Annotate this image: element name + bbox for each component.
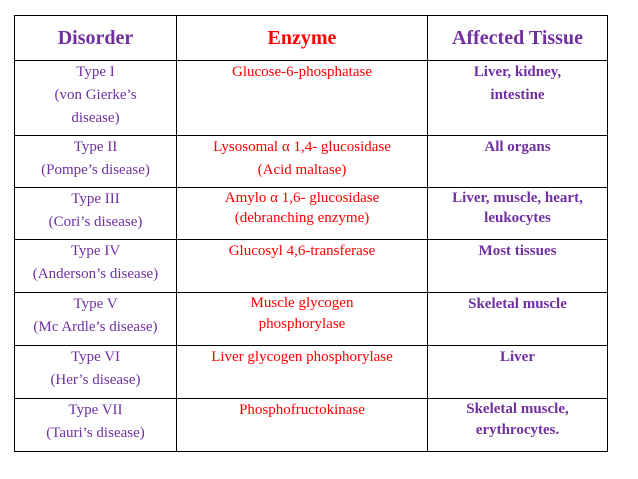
disorder-line: (von Gierke’s	[54, 87, 137, 103]
enzyme-line: Glucose-6-phosphatase	[232, 64, 372, 80]
tissue-line: Liver	[500, 349, 535, 365]
tissue-cell	[428, 293, 608, 346]
tissue-line: Skeletal muscle,	[466, 401, 569, 417]
header-affected-tissue: Affected Tissue	[428, 16, 608, 61]
disorder-line: Type II	[73, 139, 118, 155]
disorder-line: disease)	[71, 110, 120, 126]
tissue-cell	[428, 399, 608, 452]
disorder-line: Type I	[76, 64, 115, 80]
tissue-line: Liver, kidney,	[473, 64, 562, 80]
enzyme-cell	[177, 188, 428, 240]
enzyme-cell	[177, 240, 428, 293]
enzyme-line: phosphorylase	[258, 316, 346, 332]
table-row-type-7	[15, 399, 608, 452]
tissue-line: intestine	[490, 87, 545, 103]
disorder-line: (Pompe’s disease)	[41, 162, 150, 178]
enzyme-line: (Acid maltase)	[257, 162, 347, 178]
table-row-type-3	[15, 188, 608, 240]
tissue-cell	[428, 346, 608, 399]
enzyme-cell	[177, 346, 428, 399]
disorder-cell	[15, 240, 177, 293]
enzyme-cell	[177, 293, 428, 346]
table-row-type-4	[15, 240, 608, 293]
table-row-type-5	[15, 293, 608, 346]
tissue-cell	[428, 188, 608, 240]
disorder-cell	[15, 188, 177, 240]
enzyme-line: Phosphofructokinase	[239, 402, 365, 418]
header-enzyme: Enzyme	[177, 16, 428, 61]
table-row-type-1	[15, 61, 608, 136]
enzyme-cell	[177, 136, 428, 188]
tissue-cell	[428, 240, 608, 293]
disorder-line: Type VI	[70, 349, 121, 365]
enzyme-line: Muscle glycogen	[250, 295, 354, 311]
enzyme-line: (debranching enzyme)	[234, 210, 370, 226]
tissue-line: erythrocytes.	[475, 422, 560, 438]
disorder-line: Type VII	[68, 402, 123, 418]
disorder-line: Type IV	[70, 243, 121, 259]
tissue-cell	[428, 61, 608, 136]
disorder-line: Type V	[73, 296, 118, 312]
disorder-line: (Anderson’s disease)	[32, 266, 159, 282]
enzyme-cell	[177, 61, 428, 136]
tissue-line: All organs	[484, 139, 551, 155]
disorder-cell	[15, 399, 177, 452]
table-header-row	[15, 16, 608, 61]
disorder-cell	[15, 293, 177, 346]
enzyme-line: Lysosomal α 1,4- glucosidase	[213, 139, 391, 155]
table-row-type-2	[15, 136, 608, 188]
tissue-line: leukocytes	[484, 210, 551, 226]
disorder-cell	[15, 136, 177, 188]
table-row-type-6	[15, 346, 608, 399]
enzyme-line: Amylo α 1,6- glucosidase	[224, 190, 380, 206]
enzyme-line: Liver glycogen phosphorylase	[211, 349, 393, 365]
tissue-line: Most tissues	[478, 243, 557, 259]
disorder-line: (Her’s disease)	[50, 372, 141, 388]
disorder-line: (Tauri’s disease)	[46, 425, 145, 441]
enzyme-cell	[177, 399, 428, 452]
glycogen-storage-disease-table	[14, 15, 608, 452]
disorder-line: (Cori’s disease)	[48, 214, 143, 230]
disorder-line: Type III	[71, 191, 120, 207]
tissue-line: Skeletal muscle	[468, 296, 567, 312]
tissue-line: Liver, muscle, heart,	[452, 190, 583, 206]
disorder-cell	[15, 346, 177, 399]
tissue-cell	[428, 136, 608, 188]
disorder-line: (Mc Ardle’s disease)	[33, 319, 158, 335]
header-disorder: Disorder	[15, 16, 177, 61]
disorder-cell	[15, 61, 177, 136]
enzyme-line: Glucosyl 4,6-transferase	[228, 243, 376, 259]
